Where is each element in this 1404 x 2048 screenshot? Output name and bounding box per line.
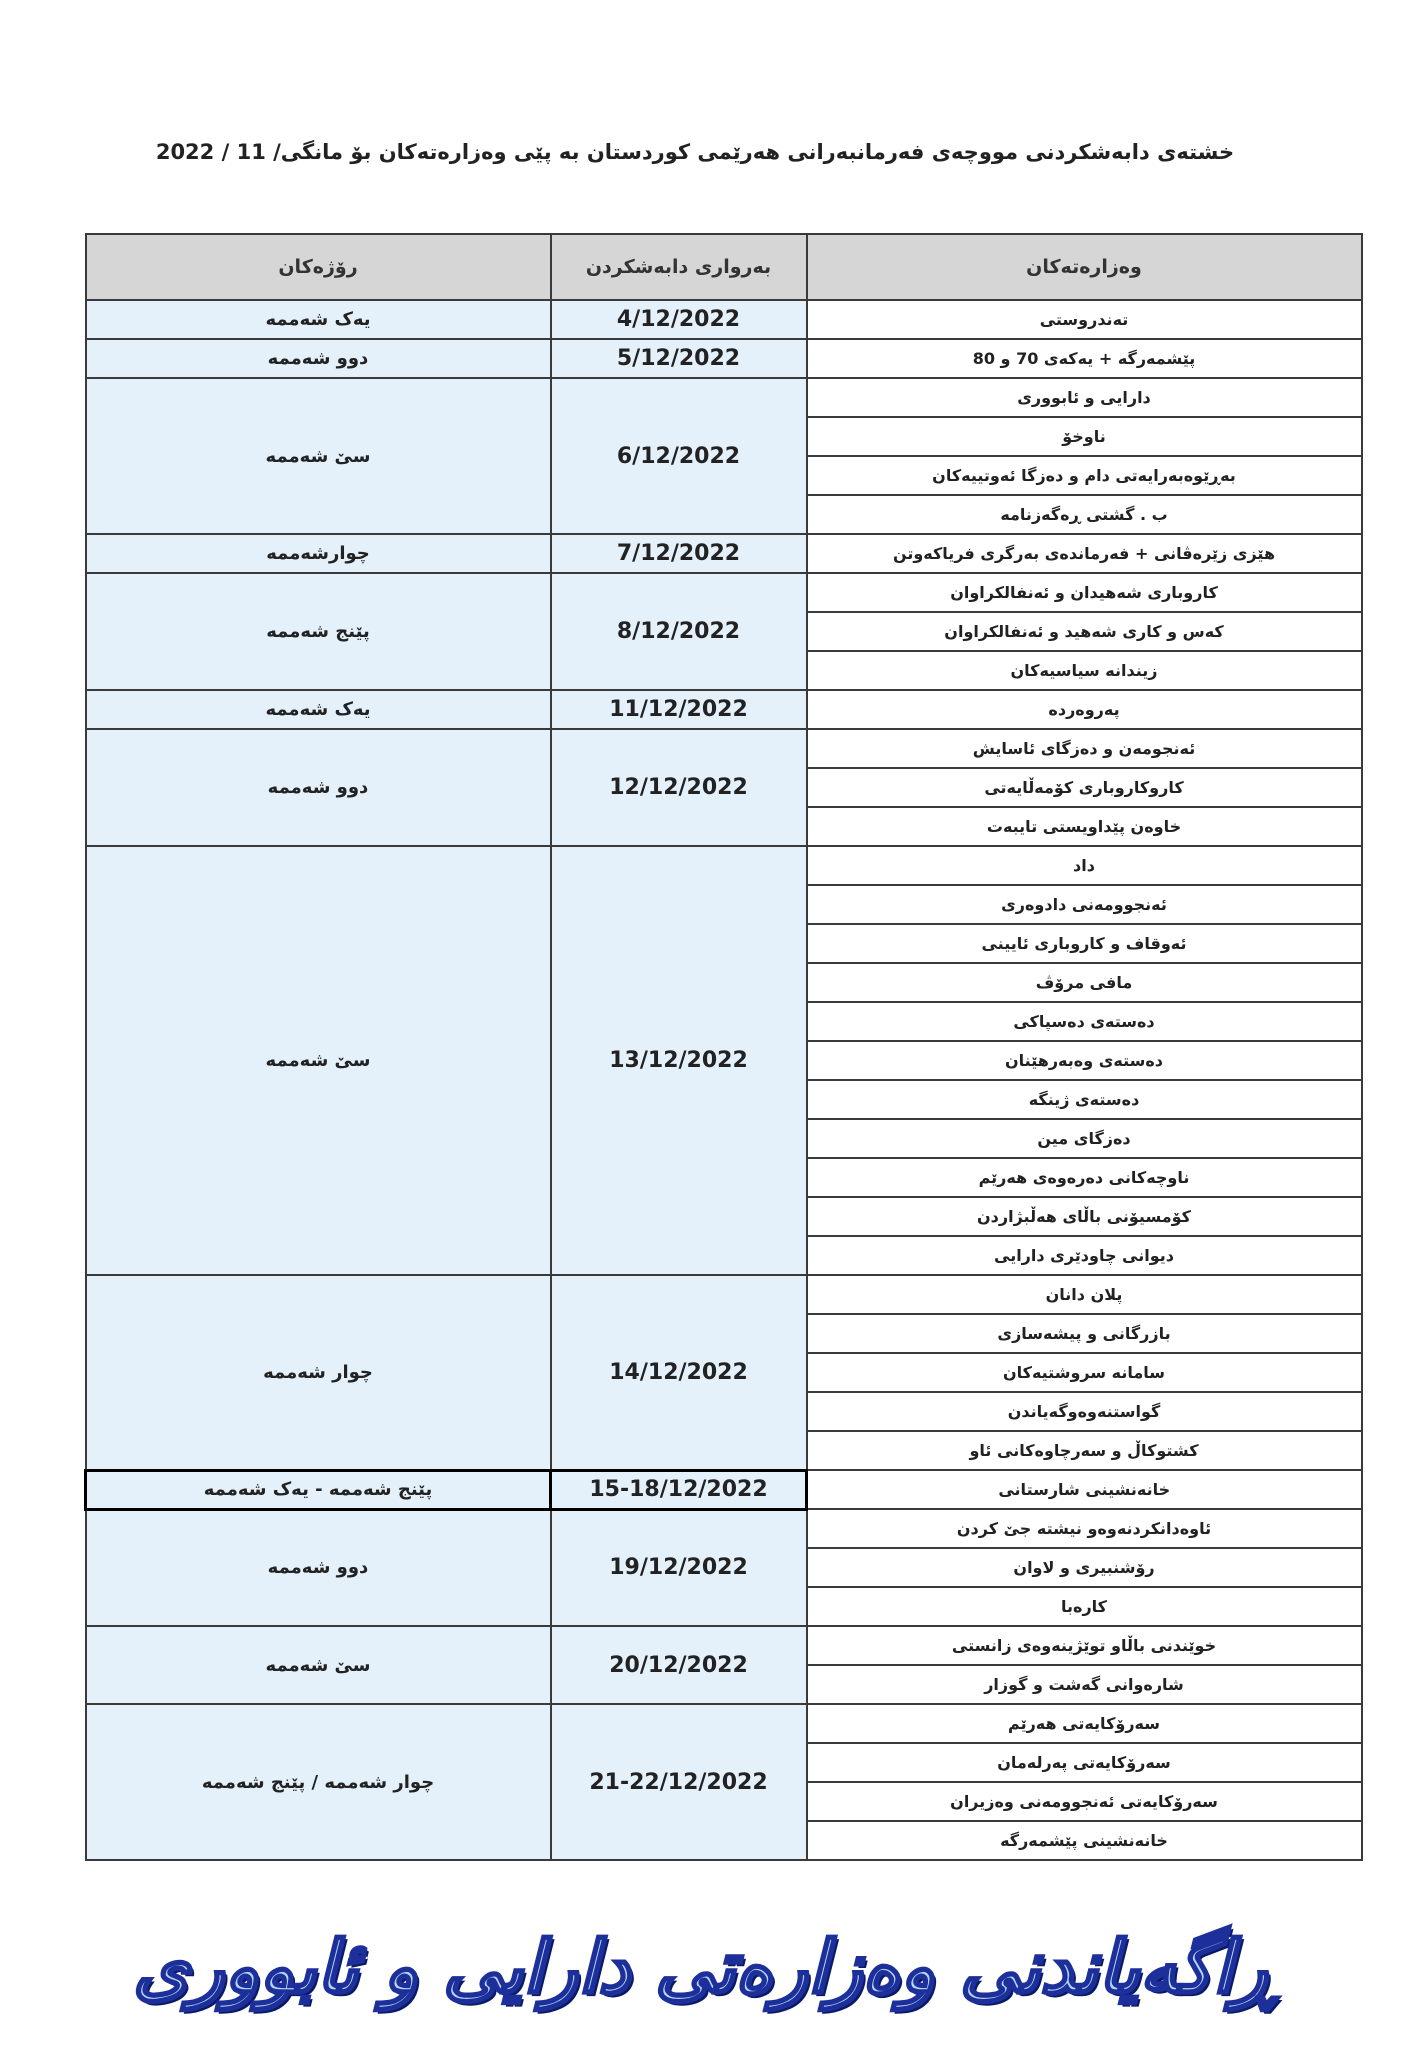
day-cell: سێ شەممە [86, 846, 551, 1275]
ministry-cell: پەروەردە [807, 690, 1362, 729]
date-cell: 7/12/2022 [551, 534, 807, 573]
ministry-cell: شارەوانی گەشت و گوزار [807, 1665, 1362, 1704]
date-cell: 8/12/2022 [551, 573, 807, 690]
date-cell: 5/12/2022 [551, 339, 807, 378]
ministry-cell: ناوخۆ [807, 417, 1362, 456]
header-days: رۆژەکان [86, 234, 551, 300]
ministry-cell: پلان دانان [807, 1275, 1362, 1314]
table-row [86, 534, 1362, 573]
ministry-cell: سەرۆکایەتی پەرلەمان [807, 1743, 1362, 1782]
ministry-cell: دەستەی دەسپاکی [807, 1002, 1362, 1041]
ministry-cell: پێشمەرگە + یەکەی 70 و 80 [807, 339, 1362, 378]
table-row [86, 1626, 1362, 1665]
ministry-cell: کەس و کاری شەهید و ئەنفالکراوان [807, 612, 1362, 651]
date-cell: 12/12/2022 [551, 729, 807, 846]
date-cell: 4/12/2022 [551, 300, 807, 339]
day-cell: سێ شەممە [86, 378, 551, 534]
ministry-cell: خوێندنی باڵاو توێژینەوەی زانستی [807, 1626, 1362, 1665]
table-row [86, 729, 1362, 768]
date-cell: 13/12/2022 [551, 846, 807, 1275]
day-cell: یەک شەممە [86, 690, 551, 729]
ministry-cell: کارەبا [807, 1587, 1362, 1626]
date-cell: 19/12/2022 [551, 1509, 807, 1626]
ministry-cell: هێزی زێرەڤانی + فەرماندەی بەرگری فریاکەوتن [807, 534, 1362, 573]
date-cell: 14/12/2022 [551, 1275, 807, 1470]
ministry-cell: ب . گشتی ڕەگەزنامە [807, 495, 1362, 534]
date-cell: 6/12/2022 [551, 378, 807, 534]
ministry-cell: دەستەی وەبەرهێنان [807, 1041, 1362, 1080]
header-date: بەرواری دابەشکردن [551, 234, 807, 300]
header-row [86, 234, 1362, 300]
ministry-cell: کاروباری شەهیدان و ئەنفالکراوان [807, 573, 1362, 612]
ministry-cell: دەزگای مین [807, 1119, 1362, 1158]
ministry-cell: ئاوەدانکردنەوەو نیشتە جێ کردن [807, 1509, 1362, 1548]
ministry-cell: گواستنەوەوگەیاندن [807, 1392, 1362, 1431]
date-cell: 20/12/2022 [551, 1626, 807, 1704]
table-row [86, 1275, 1362, 1314]
day-cell: چوارشەممە [86, 534, 551, 573]
header-ministries: وەزارەتەکان [807, 234, 1362, 300]
ministry-cell: دەستەی ژینگە [807, 1080, 1362, 1119]
ministry-cell: ئەوقاف و کاروباری ئایینی [807, 924, 1362, 963]
day-cell: دوو شەممە [86, 729, 551, 846]
ministry-cell: داد [807, 846, 1362, 885]
footer-banner: ڕاگەیاندنی وەزارەتی دارایی و ئابووری [133, 1925, 1277, 2009]
table-row [86, 378, 1362, 417]
salary-schedule-table [84, 233, 1363, 1861]
ministry-cell: کۆمسیۆنی باڵای هەڵبژاردن [807, 1197, 1362, 1236]
table-row [86, 690, 1362, 729]
page-title: خشتەی دابەشکردنی مووچەی فەرمانبەرانی هەرێمی کوردستان بە پێی وەزارەتەکان بۆ مانگی/ 11 / 2022 [155, 140, 1235, 164]
ministry-cell: ئەنجوومەنی دادوەری [807, 885, 1362, 924]
schedule-body [86, 300, 1362, 1860]
ministry-cell: رۆشنبیری و لاوان [807, 1548, 1362, 1587]
table-row [86, 1470, 1362, 1509]
day-cell: دوو شەممە [86, 1509, 551, 1626]
day-cell: چوار شەممە / پێنج شەممە [86, 1704, 551, 1860]
ministry-cell: مافی مرۆڤ [807, 963, 1362, 1002]
day-cell: یەک شەممە [86, 300, 551, 339]
ministry-cell: کشتوکاڵ و سەرچاوەکانی ئاو [807, 1431, 1362, 1470]
table-row [86, 1509, 1362, 1548]
ministry-cell: زیندانە سیاسیەکان [807, 651, 1362, 690]
day-cell: پێنج شەممە [86, 573, 551, 690]
day-cell: چوار شەممە [86, 1275, 551, 1470]
ministry-cell: خاوەن پێداویستی تایبەت [807, 807, 1362, 846]
table-row [86, 339, 1362, 378]
table-row [86, 1704, 1362, 1743]
table-row [86, 300, 1362, 339]
ministry-cell: دارایی و ئابووری [807, 378, 1362, 417]
ministry-cell: سەرۆکایەتی هەرێم [807, 1704, 1362, 1743]
table-row [86, 846, 1362, 885]
day-cell: پێنج شەممە - یەک شەممە [86, 1470, 551, 1509]
ministry-cell: ئەنجومەن و دەزگای ئاسایش [807, 729, 1362, 768]
ministry-cell: ناوچەکانی دەرەوەی هەرێم [807, 1158, 1362, 1197]
day-cell: سێ شەممە [86, 1626, 551, 1704]
ministry-cell: خانەنشینی پێشمەرگە [807, 1821, 1362, 1860]
date-cell: 11/12/2022 [551, 690, 807, 729]
ministry-cell: دیوانی چاودێری دارایی [807, 1236, 1362, 1275]
ministry-cell: سەرۆکایەتی ئەنجوومەنی وەزیران [807, 1782, 1362, 1821]
ministry-cell: سامانە سروشتیەکان [807, 1353, 1362, 1392]
ministry-cell: بازرگانی و پیشەسازی [807, 1314, 1362, 1353]
day-cell: دوو شەممە [86, 339, 551, 378]
ministry-cell: بەڕێوەبەرایەتی دام و دەزگا ئەوتییەکان [807, 456, 1362, 495]
ministry-cell: خانەنشینی شارستانی [807, 1470, 1362, 1509]
ministry-cell: کاروکاروباری کۆمەڵایەتی [807, 768, 1362, 807]
date-cell: 15-18/12/2022 [551, 1470, 807, 1509]
ministry-cell: تەندروستی [807, 300, 1362, 339]
date-cell: 21-22/12/2022 [551, 1704, 807, 1860]
table-row [86, 573, 1362, 612]
